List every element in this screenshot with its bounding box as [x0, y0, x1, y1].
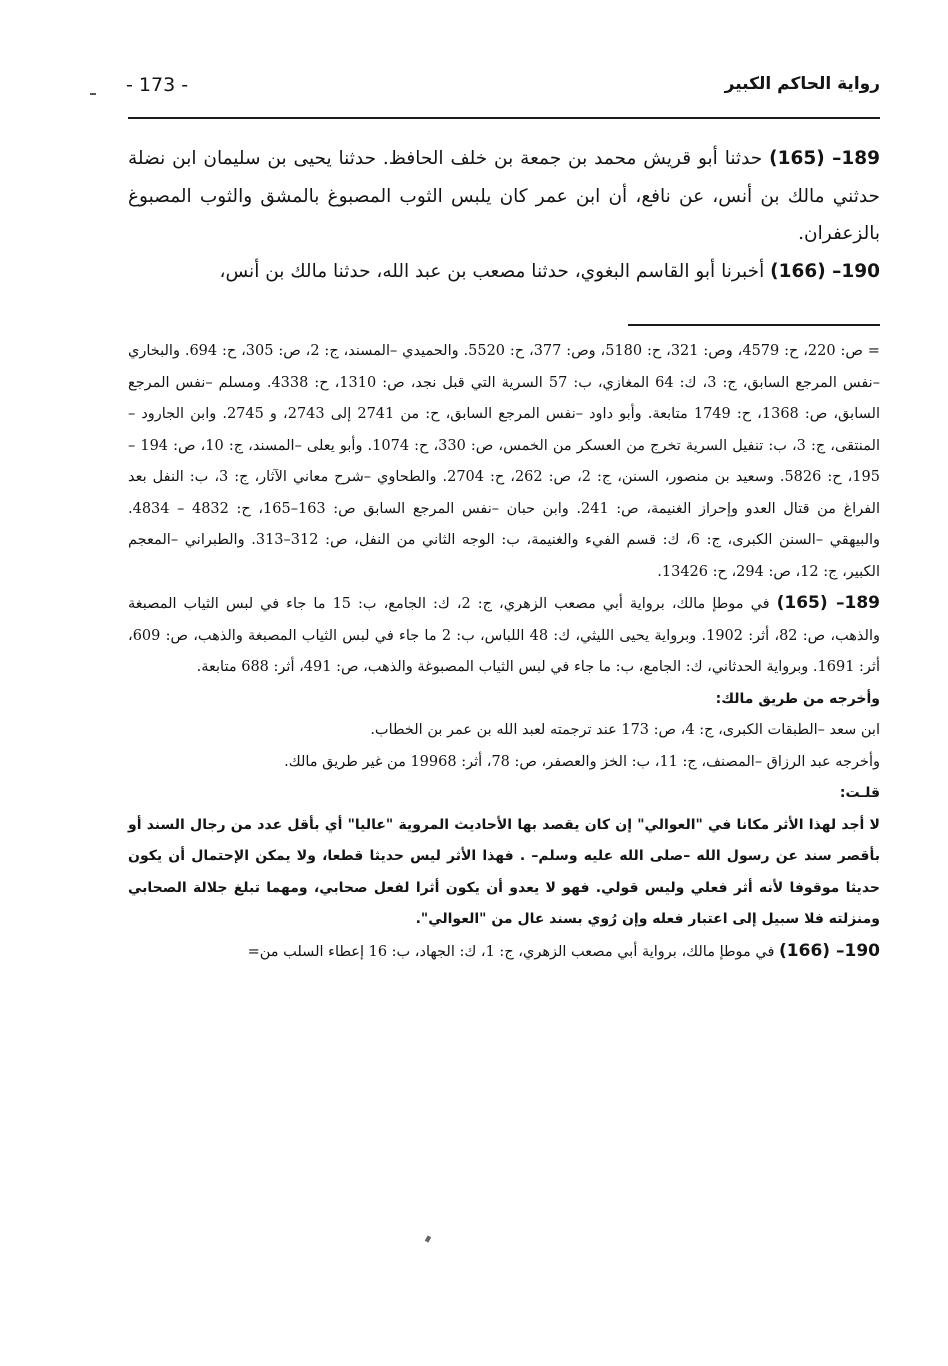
- hadith-paragraph: [128, 140, 880, 253]
- scan-mark: [425, 1235, 431, 1242]
- footnote-number: 189– (165): [776, 593, 880, 613]
- footnote-subheading: قلـت:: [839, 785, 880, 801]
- hadith-text: أخبرنا أبو القاسم البغوي، حدثنا مصعب بن عبد الله، حدثنا مالك بن أنس،: [219, 260, 765, 282]
- footnote-item: [128, 588, 880, 684]
- footnote-text: ابن سعد –الطبقات الكبرى، ج: 4، ص: 173 عند ترجمته لعبد الله بن عمر بن الخطاب.: [370, 722, 880, 738]
- author-comment: لا أجد لهذا الأثر مكانا في "العوالي" إن كان يقصد بها الأحاديث المروية "عاليا" أي بأقل عدد من رجال السند أو بأقصر سند عن رسول الله –صلى الله عليه وسلم– . فهذا الأثر ليس حديثا قطعا، ولا يمكن الإحتمال أن يكون حديثا موقوفا لأنه أثر فعلي وليس قولي. فهو لا يعدو أن يكون أثرا لفعل صحابي، ومهما تبلغ جلالة الصحابي ومنزلته فلا سبيل إلى اعتبار فعله وإن رُوي بسند عال من "العوالي".: [128, 816, 880, 927]
- footnote-text: وأخرجه عبد الرزاق –المصنف، ج: 11، ب: الخز والعصفر، ص: 78، أثر: 19968 من غير طريق مالك.: [284, 753, 880, 770]
- running-title: رواية الحاكم الكبير: [724, 74, 880, 94]
- hadith-paragraph: [128, 253, 880, 291]
- hadith-text: حدثنا أبو قريش محمد بن جمعة بن خلف الحافظ. حدثنا يحيى بن سليمان ابن نضلة حدثني مالك بن أنس، عن نافع، أن ابن عمر كان يلبس الثوب المصبوغ بالمشق والثوب المصبوغ بالزعفران.: [128, 148, 880, 244]
- footnote-subheading: وأخرجه من طريق مالك:: [715, 690, 880, 707]
- main-text: [128, 140, 880, 290]
- page-header: [96, 70, 880, 104]
- footnotes: [128, 336, 880, 968]
- hadith-number: 189– (165): [769, 148, 880, 169]
- hadith-number: 190– (166): [770, 260, 880, 282]
- footnote-text: في موطإ مالك، برواية أبي مصعب الزهري، ج: 2، ك: الجامع، ب: 15 ما جاء في لبس الثياب المصبغة والذهب، ص: 82، أثر: 1902. وبرواية يحيى الليثي، ك: 48 اللباس، ب: 2 ما جاء في لبس الثياب المصبغة والذهب، ص: 609، أثر: 1691. وبرواية الحدثاني، ك: الجامع، ب: ما جاء في لبس الثياب المصبوغة والذهب، ص: 491، أثر: 688 متابعة.: [128, 596, 880, 675]
- footnote-separator: [628, 324, 880, 326]
- footnote-number: 190– (166): [779, 940, 880, 961]
- footnote-item: [128, 936, 880, 969]
- footnote-text: في موطإ مالك، برواية أبي مصعب الزهري، ج: 1، ك: الجهاد، ب: 16 إعطاء السلب من=: [247, 943, 775, 960]
- scan-mark: [90, 93, 96, 95]
- header-rule: [128, 117, 880, 119]
- footnote-continuation: = ص: 220، ح: 4579، وص: 321، ح: 5180، وص: 377، ح: 5520. والحميدي –المسند، ج: 2، ص: 305، ح: 694. والبخاري –نفس المرجع السابق، ج: 3، ك: 64 المغازي، ب: 57 السرية التي قبل نجد، ص: 1310، ح: 4338. ومسلم –نفس المرجع السابق، ص: 1368، ح: 1749 متابعة. وأبو داود –نفس المرجع السابق، ح: من 2741 إلى 2743، و 2745. وابن الجارود –المنتقى، ج: 3، ب: تنفيل السرية تخرج من العسكر من الخمس، ص: 330، ح: 1074. وأبو يعلى –المسند، ج: 10، ص: 194 – 195، ح: 5826. وسعيد بن منصور، السنن، ج: 2، ص: 262، ح: 2704. والطحاوي –شرح معاني الآثار، ج: 3، ب: النفل بعد الفراغ من قتال العدو وإحراز الغنيمة، ص: 241. وابن حبان –نفس المرجع السابق ص: 163–165، ح: 4832 – 4834. والبيهقي –السنن الكبرى، ج: 6، ك: قسم الفيء والغنيمة، ب: الوجه الثاني من النفل، ص: 312–313. والطبراني –المعجم الكبير، ج: 12، ص: 294، ح: 13426.: [128, 343, 881, 580]
- page-number: - 173 -: [126, 74, 189, 96]
